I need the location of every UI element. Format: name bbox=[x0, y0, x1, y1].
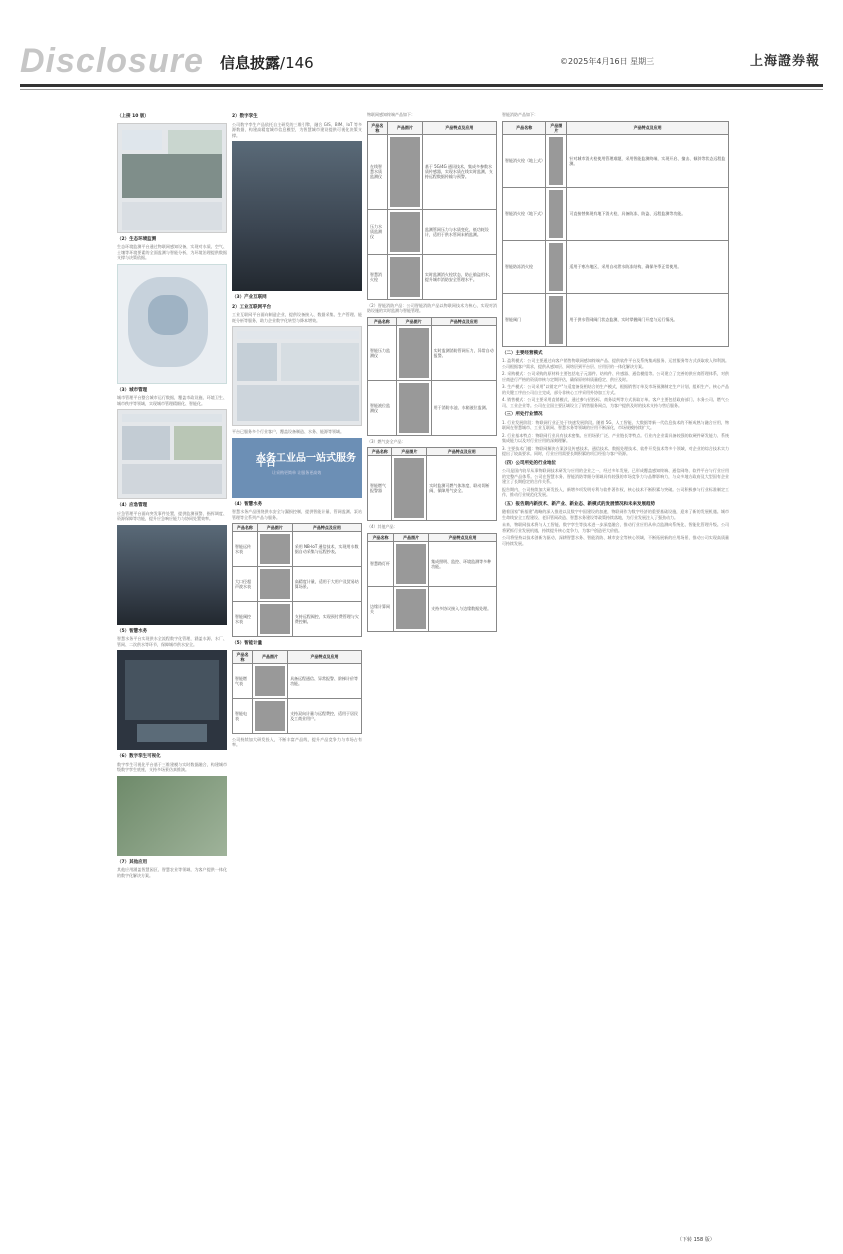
text-block: （4）其他产品： bbox=[367, 524, 398, 529]
text-block: 3. 生产模式：公司采用"以销定产"与适度备货相结合的生产模式，根据销售订单及市场预测制定生产计划，组织生产。核心产品的关键工序由公司自主完成，部分非核心工序采用外协加工方式。 bbox=[502, 384, 729, 395]
text-block: （3）燃气安全产品： bbox=[367, 438, 406, 444]
product-table-3 bbox=[367, 121, 497, 300]
table-cell: 在线智慧水质监测仪 bbox=[368, 134, 388, 209]
table-row: 智能电表 支持双向计量与远程费控，适用于居民及工商业用户。 bbox=[233, 698, 362, 733]
text-block: 1. 盈利模式：公司主要通过向客户销售物联网感知终端产品、提供软件平台及系统集成服务、运营服务等方式获取收入和利润。公司根据客户需求，提供从感知层、网络层到平台层、应用层的一体化解决方案。 bbox=[502, 358, 729, 369]
product-table-7 bbox=[502, 121, 729, 347]
table-row bbox=[503, 187, 729, 240]
table-header: 产品特点及应用 bbox=[567, 121, 729, 134]
text-block: （2）智能消防产品：公司智能消防产品以物联网技术为核心，实现对消防设施的实时监测与智能管理。 bbox=[367, 302, 497, 313]
text-block: 智慧水务平台实现供水全流程数字化管理，涵盖水源、水厂、管网、二次供水等环节，保障城市供水安全。 bbox=[117, 636, 227, 647]
text-block: 3. 主要技术门槛：物联网解决方案涉及传感技术、通信技术、数据处理技术、软件开发技术等多个领域，对企业的综合技术实力提出了较高要求。同时，行业应用需要长期积累的项目经验与客户资源。 bbox=[502, 445, 729, 456]
table-cell: 智能消火栓（地下式） bbox=[503, 187, 546, 240]
table-row: 智能远传水表 采用 NB-IoT 通信技术，实现用水数据自动采集与远程抄表。 bbox=[233, 532, 362, 567]
subheading: （三）所处行业情况 bbox=[502, 412, 543, 417]
table-header: 产品图片 bbox=[257, 524, 292, 532]
product-image bbox=[394, 458, 424, 518]
table-row: 大口径超声波水表 高精度计量，适用于大用户及贸易结算场景。 bbox=[233, 567, 362, 602]
text-block: 其他应用涵盖智慧园区、智慧农业等领域，为客户提供一体化的数字化解决方案。 bbox=[117, 867, 227, 878]
masthead bbox=[0, 0, 843, 112]
subheading: （二）主要经营模式 bbox=[502, 350, 543, 356]
table-cell: 实时监测消火栓状态，防止偷盗用水，提升城市消防安全管理水平。 bbox=[422, 254, 496, 299]
table-header: 产品特点及应用 bbox=[422, 121, 496, 134]
product-image bbox=[396, 544, 426, 584]
text-block: 随着国家"新基建"战略的深入推进以及数字中国建设的加速，物联网作为数字经济的重要基础设施，迎来了新的发展机遇。城市生命线安全工程建设、老旧管网改造、智慧水务建设等政策持续落地，为行业发展注入了强劲动力。 bbox=[502, 509, 729, 520]
table-cell: 针对城市消火栓使用管理难题，采用智能监测终端，实现开启、撞击、倾斜等状态远程监测。 bbox=[567, 134, 729, 187]
product-image bbox=[549, 243, 563, 291]
text-block: 工业互联网平台面向制造企业，提供设备接入、数据采集、生产管理、能耗分析等服务，助力企业数字化转型与降本增效。 bbox=[232, 312, 362, 323]
table-row: 智能阀控水表 支持远程阀控，实现预付费管理与欠费控制。 bbox=[233, 602, 362, 637]
subheading: （四）公司所处的行业地位 bbox=[502, 460, 556, 466]
column-2 bbox=[232, 110, 362, 750]
table-header: 产品名称 bbox=[503, 121, 546, 134]
section-wordmark: Disclosure bbox=[20, 42, 204, 80]
table-row: 智慧路灯杆 集成照明、监控、环境监测等多种功能。 bbox=[368, 541, 497, 586]
table-cell: 适用于寒冷地区，采用自动泄水防冻结构，确保冬季正常使用。 bbox=[567, 240, 729, 293]
newspaper-page bbox=[117, 110, 729, 1243]
column-4 bbox=[502, 110, 729, 548]
product-table-6: 产品名称 产品图片 产品特点及应用 智慧路灯杆 集成照明、监控、环境监测等多种功能。 边缘计算网关 支持多协议接入与边缘数据处理。 bbox=[367, 533, 497, 632]
text-block: 公司将坚持以技术创新为驱动，深耕智慧水务、智能消防、城市安全等核心领域，不断拓展新的应用场景，推动公司实现高质量可持续发展。 bbox=[502, 535, 729, 546]
product-table-1 bbox=[232, 523, 362, 637]
caption-2: （3）城市管理 bbox=[117, 387, 148, 393]
caption-4: （5）智慧水务 bbox=[117, 628, 148, 634]
product-image bbox=[390, 257, 420, 297]
text-block: 4. 销售模式：公司主要采用直销模式，通过参与招投标、商务谈判等方式获取订单。客户主要包括政府部门、水务公司、燃气公司、工业企业等。公司在全国主要区域设立了销售服务网点，为客户提供及时的技术支持与售后服务。 bbox=[502, 397, 729, 408]
table-row: 边缘计算网关 支持多协议接入与边缘数据处理。 bbox=[368, 586, 497, 631]
table-header: 产品图片 bbox=[387, 121, 422, 134]
table-row bbox=[368, 254, 497, 299]
table-header: 产品名称 bbox=[233, 524, 258, 532]
product-image bbox=[549, 190, 563, 238]
text-block: 生态环境监测平台通过物联网感知设备，实现对水质、空气、土壤等环境要素的全面监测与智能分析，为环境治理提供数据支撑与决策依据。 bbox=[117, 244, 227, 260]
table-row bbox=[503, 240, 729, 293]
product-image bbox=[399, 328, 429, 378]
aerial-city-image bbox=[232, 141, 362, 291]
product-table-4: 产品名称 产品图片 产品特点及应用 智能压力监测仪 实时监测消防管网压力，异常自动报警。 智能液位监测仪 用于消防水池、水箱液位监测。 bbox=[367, 317, 497, 436]
table-cell: 智能消火栓（地上式） bbox=[503, 134, 546, 187]
subheading: （3）产业互联网 bbox=[232, 295, 267, 300]
table-row bbox=[503, 293, 729, 346]
dashboard-screenshot-1 bbox=[117, 123, 227, 233]
text-block: 1. 行业发展阶段：物联网行业正处于快速发展阶段。随着 5G、人工智能、大数据等新一代信息技术的不断成熟与融合应用，物联网在智慧城市、工业互联网、智慧水务等领域的应用不断深化，市场规模持续扩大。 bbox=[502, 419, 729, 430]
table-cell: 智能阀门 bbox=[503, 293, 546, 346]
table-cell: 监测管网压力与水质变化，低功耗设计，适用于供水管网末梢监测。 bbox=[422, 209, 496, 254]
table-row bbox=[368, 209, 497, 254]
table-cell: 智慧消火栓 bbox=[368, 254, 388, 299]
table-row: 智能燃气表 具备远程通信、异常报警、阶梯计价等功能。 bbox=[233, 663, 362, 698]
meter-photo bbox=[117, 776, 227, 856]
continued-label: （上接 10 版） bbox=[117, 114, 149, 119]
table-header: 产品名称 bbox=[368, 121, 388, 134]
text-block: 物联网感知终端产品如下： bbox=[367, 112, 415, 117]
text-block: 智慧水务产品围绕供水安全与漏损控制，提供智能计量、管网监测、泵站管理等全系列产品与服务。 bbox=[232, 509, 362, 520]
newspaper-brand: 上海證券報 bbox=[750, 54, 821, 69]
caption-6: （7）其他应用 bbox=[117, 859, 148, 865]
text-block: 应急管理平台面向突发事件处置，提供监测预警、指挥调度、资源保障等功能，提升应急响应能力与协同处置效率。 bbox=[117, 510, 227, 521]
subheading: （5）智能计量 bbox=[232, 641, 263, 646]
text-block: 报告期内，公司持续加大研发投入，新增多项发明专利与软件著作权，核心技术不断积累与突破。公司积极参与行业标准制定工作，推动行业规范化发展。 bbox=[502, 486, 729, 497]
product-image bbox=[390, 212, 420, 252]
banner-title: 水务工业品一站式服务平台 bbox=[256, 452, 356, 469]
digital-twin-image bbox=[117, 650, 227, 750]
table-row: 智能压力监测仪 实时监测消防管网压力，异常自动报警。 bbox=[368, 325, 497, 380]
product-image bbox=[549, 137, 563, 185]
banner-subtitle: 让采购更简单 让服务更高效 bbox=[272, 469, 322, 475]
header-rule-thin bbox=[20, 89, 823, 90]
text-block: 平台已服务多个行业客户，覆盖设备制造、水务、能源等领域。 bbox=[232, 429, 344, 434]
table-header: 产品图片 bbox=[546, 121, 567, 134]
text-block: 未来，物联网技术将与人工智能、数字孪生等技术进一步深度融合，推动行业应用从单点监测向系统化、智能化管理升级。公司将紧抓行业发展机遇，持续提升核心竞争力，为客户创造更大价值。 bbox=[502, 522, 729, 533]
caption-3: （4）应急管理 bbox=[117, 503, 148, 508]
subheading: 2）数字孪生 bbox=[232, 114, 258, 119]
product-image bbox=[390, 137, 420, 207]
product-image bbox=[399, 383, 429, 433]
section-title: 信息披露/146 bbox=[220, 54, 314, 72]
product-image bbox=[260, 534, 290, 564]
table-cell: 智能防冻消火栓 bbox=[503, 240, 546, 293]
header-rule bbox=[20, 84, 823, 87]
text-block: 2. 采购模式：公司采购的原材料主要包括电子元器件、结构件、传感器、通信模组等。公司建立了完善的供应商管理体系，对供应商进行严格的资质审核与定期评估，确保原材料质量稳定、供应及时。 bbox=[502, 371, 729, 382]
table-row: 智能燃气报警器 实时监测可燃气体浓度，联动切断阀，保障用气安全。 bbox=[368, 456, 497, 521]
column-3 bbox=[367, 110, 497, 635]
dashboard-screenshot-2 bbox=[117, 409, 227, 499]
caption-1: （2）生态环境监测 bbox=[117, 236, 157, 242]
city-render-image bbox=[117, 525, 227, 625]
text-block: 城市管理平台整合城市运行数据，覆盖市政设施、环境卫生、城市秩序等领域，实现城市管理精细化、智能化。 bbox=[117, 395, 227, 406]
product-image bbox=[255, 666, 285, 696]
product-image bbox=[260, 569, 290, 599]
product-image bbox=[260, 604, 290, 634]
map-screenshot bbox=[117, 264, 227, 384]
caption-5: （6）数字孪生可视化 bbox=[117, 754, 161, 759]
text-block: 公司持续加大研发投入，不断丰富产品线，提升产品竞争力与市场占有率。 bbox=[232, 736, 362, 747]
table-cell: 可直接替换现有地下消火栓，具备防冻、防盗、远程监测等功能。 bbox=[567, 187, 729, 240]
platform-screenshot bbox=[232, 326, 362, 426]
product-image bbox=[549, 296, 563, 344]
text-block: 智能消防产品如下： bbox=[502, 112, 538, 117]
text-block: 2. 行业基本特点：物联网行业具有技术密集、应用场景广泛、产业链长等特点。行业内企业需具备较强的软硬件研发能力、系统集成能力以及对行业应用的深刻理解。 bbox=[502, 432, 729, 443]
subheading: （五）报告期内新技术、新产业、新业态、新模式的发展情况和未来发展趋势 bbox=[502, 501, 655, 507]
product-table-5: 产品名称 产品图片 产品特点及应用 智能燃气报警器 实时监测可燃气体浓度，联动切断阀，保障用气安全。 bbox=[367, 447, 497, 521]
table-header: 产品特点及应用 bbox=[292, 524, 361, 532]
text-block: 数字孪生可视化平台基于三维建模与实时数据融合，构建城市级数字孪生底座，支持多场景仿真推演。 bbox=[117, 761, 227, 772]
product-image bbox=[396, 589, 426, 629]
subheading: 2）工业互联网平台 bbox=[232, 304, 272, 310]
subheading: （4）智慧水务 bbox=[232, 501, 263, 507]
table-row bbox=[503, 134, 729, 187]
table-cell: 用于供水管网阀门状态监测，实时掌握阀门开度与运行情况。 bbox=[567, 293, 729, 346]
table-cell: 基于 5G/4G 通讯技术，集成多参数水质传感器，实现水质在线实时监测，支持远程数据传输与预警。 bbox=[422, 134, 496, 209]
column-1 bbox=[117, 110, 227, 880]
table-row: 智能液位监测仪 用于消防水池、水箱液位监测。 bbox=[368, 380, 497, 435]
text-block: 公司数字孪生产品依托自主研发的三维引擎，融合 GIS、BIM、IoT 等多源数据，构建高精度城市信息模型，为智慧城市建设提供可视化决策支撑。 bbox=[232, 121, 362, 138]
product-table-2: 产品名称 产品图片 产品特点及应用 智能燃气表 具备远程通信、异常报警、阶梯计价等功能。 智能电表 支持双向计量与远程费控，适用于居民及工商业用户。 bbox=[232, 650, 362, 734]
platform-banner bbox=[232, 438, 362, 498]
issue-date: ©2025年4月16日 星期三 bbox=[560, 57, 655, 66]
continued-footer: （下转 158 版） bbox=[677, 1237, 715, 1243]
product-image bbox=[255, 701, 285, 731]
text-block: 公司是国内较早从事物联网技术研发与应用的企业之一，经过多年发展，已形成覆盖感知终端、通信网络、软件平台与行业应用的完整产品体系。公司在智慧水务、智能消防等细分领域具有较强的市场竞争力与品牌影响力，与众多地方政府及大型国有企业建立了长期稳定的合作关系。 bbox=[502, 468, 729, 484]
table-row bbox=[368, 134, 497, 209]
table-cell: 压力水质监测仪 bbox=[368, 209, 388, 254]
